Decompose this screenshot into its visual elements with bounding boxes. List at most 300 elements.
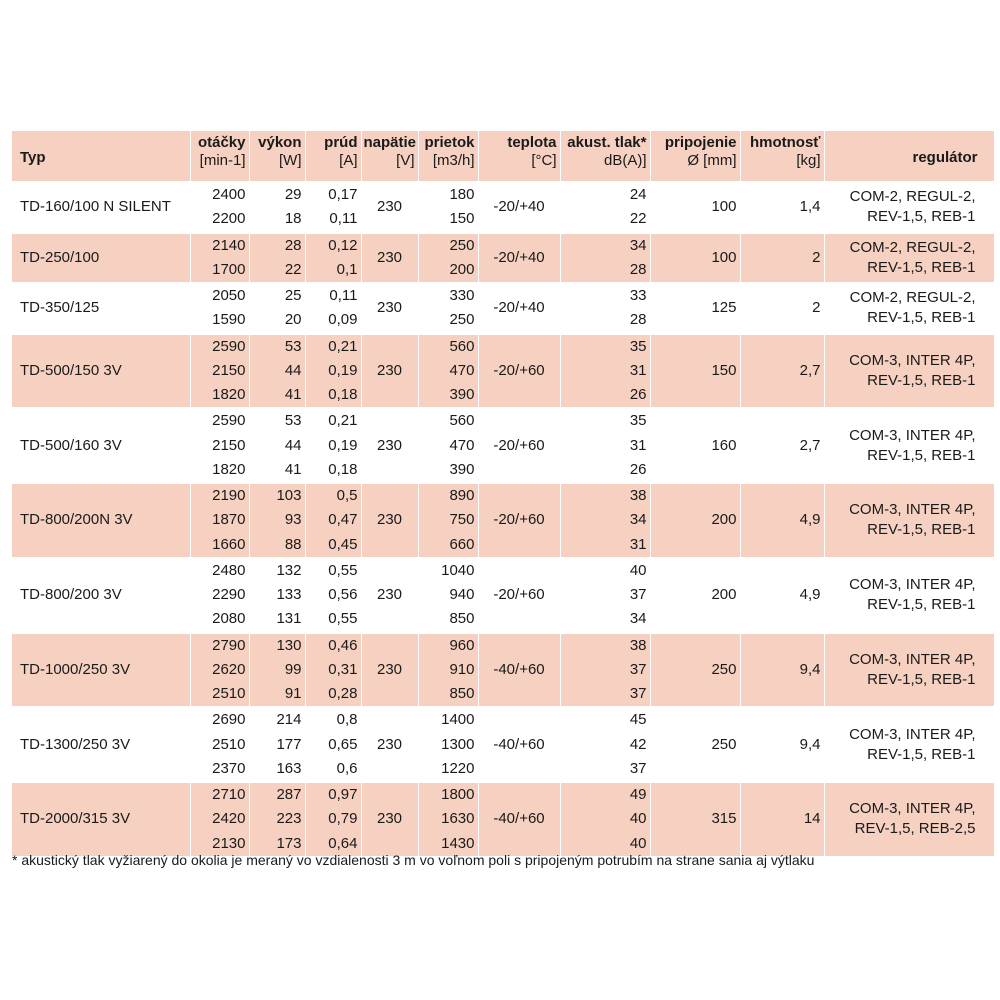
cell-vykon-value: 91 <box>284 685 302 702</box>
cell-vykon-value: 177 <box>276 735 302 753</box>
table-row <box>12 483 994 558</box>
cell-prud-value: 0,5 <box>336 487 358 504</box>
cell-prietok-value: 390 <box>449 460 475 478</box>
cell-pripojenie: 200 <box>650 558 740 633</box>
cell-akust-value: 37 <box>629 586 647 603</box>
cell-prud <box>305 182 361 233</box>
header-prietok <box>418 131 478 182</box>
cell-regulator-line: REV-1,5, REB-1 <box>867 309 976 327</box>
cell-regulator <box>824 233 994 284</box>
cell-akust-value: 22 <box>629 210 647 228</box>
cell-pripojenie: 200 <box>650 483 740 558</box>
cell-teplota: -20/+40 <box>478 233 560 284</box>
cell-akust-value: 38 <box>629 487 647 504</box>
cell-teplota: -40/+60 <box>478 633 560 708</box>
cell-akust-value: 38 <box>629 636 647 654</box>
cell-vykon <box>249 707 305 782</box>
table-row <box>12 707 994 782</box>
cell-prud-value: 0,12 <box>328 236 358 254</box>
cell-vykon <box>249 408 305 483</box>
cell-akust-value: 26 <box>629 460 647 478</box>
cell-hmotnost: 4,9 <box>740 483 824 558</box>
cell-prietok <box>418 283 478 334</box>
cell-akust-value: 35 <box>629 337 647 355</box>
cell-otacky <box>190 233 249 284</box>
cell-napatie: 230 <box>361 334 418 409</box>
cell-regulator-line: REV-1,5, REB-1 <box>867 596 976 614</box>
cell-pripojenie: 100 <box>650 233 740 284</box>
table-row <box>12 283 994 334</box>
header-regulator: regulátor <box>824 131 994 182</box>
cell-prud-value: 0,31 <box>328 660 358 678</box>
cell-prietok <box>418 408 478 483</box>
cell-prud-value: 0,64 <box>328 834 358 852</box>
cell-regulator <box>824 334 994 409</box>
cell-typ: TD-500/150 3V <box>12 334 190 409</box>
cell-regulator-line: REV-1,5, REB-1 <box>867 258 976 276</box>
cell-prud-value: 0,19 <box>328 361 358 379</box>
cell-otacky-value: 1700 <box>212 260 246 278</box>
cell-otacky-value: 2480 <box>212 561 246 579</box>
cell-otacky-value: 2710 <box>212 786 246 803</box>
cell-otacky-value: 2590 <box>212 337 246 355</box>
header-hmotnost-unit: [kg] <box>796 152 821 169</box>
cell-prud-value: 0,21 <box>328 412 358 430</box>
header-otacky-label: otáčky <box>197 134 246 151</box>
header-akust-label: akust. tlak* <box>567 134 647 151</box>
cell-akust <box>560 483 650 558</box>
cell-prud-value: 0,79 <box>328 810 358 828</box>
cell-otacky-value: 2790 <box>212 636 246 654</box>
cell-otacky-value: 1660 <box>212 535 246 553</box>
cell-regulator-line: REV-1,5, REB-1 <box>867 521 976 539</box>
header-akust <box>560 131 650 182</box>
cell-prietok-value: 1220 <box>441 759 475 777</box>
cell-pripojenie: 100 <box>650 182 740 233</box>
cell-regulator <box>824 483 994 558</box>
cell-regulator-line: COM-3, INTER 4P, <box>849 576 976 594</box>
cell-vykon-value: 22 <box>284 260 302 278</box>
cell-vykon-value: 41 <box>284 460 302 478</box>
cell-otacky-value: 2200 <box>212 210 246 228</box>
cell-prud <box>305 707 361 782</box>
cell-prud-value: 0,11 <box>329 210 358 228</box>
cell-prietok-value: 390 <box>449 386 475 403</box>
cell-akust-value: 26 <box>629 386 647 403</box>
cell-prietok-value: 910 <box>449 660 475 678</box>
cell-prietok <box>418 182 478 233</box>
cell-akust <box>560 782 650 857</box>
cell-otacky <box>190 408 249 483</box>
cell-prud <box>305 483 361 558</box>
cell-akust-value: 37 <box>629 759 647 777</box>
cell-hmotnost: 1,4 <box>740 182 824 233</box>
cell-teplota: -20/+40 <box>478 182 560 233</box>
table-row <box>12 633 994 708</box>
cell-hmotnost: 2 <box>740 283 824 334</box>
cell-akust-value: 40 <box>629 810 647 828</box>
cell-teplota: -20/+60 <box>478 334 560 409</box>
cell-teplota: -40/+60 <box>478 782 560 857</box>
cell-akust <box>560 408 650 483</box>
cell-prud <box>305 334 361 409</box>
cell-regulator-line: COM-2, REGUL-2, <box>849 188 976 206</box>
cell-prud-value: 0,65 <box>328 735 358 753</box>
cell-vykon <box>249 233 305 284</box>
cell-vykon-value: 133 <box>276 586 302 603</box>
cell-prud-value: 0,11 <box>329 287 358 304</box>
cell-prietok-value: 940 <box>449 586 475 603</box>
cell-vykon <box>249 283 305 334</box>
cell-regulator-line: COM-2, REGUL-2, <box>849 289 976 307</box>
cell-akust <box>560 707 650 782</box>
cell-prud-value: 0,8 <box>336 711 358 729</box>
cell-vykon-value: 93 <box>284 511 302 529</box>
cell-vykon-value: 20 <box>284 311 302 329</box>
cell-vykon-value: 44 <box>284 361 302 379</box>
cell-akust-value: 35 <box>629 412 647 430</box>
cell-hmotnost: 4,9 <box>740 558 824 633</box>
table-row <box>12 558 994 633</box>
cell-prietok-value: 200 <box>449 260 475 278</box>
cell-regulator <box>824 558 994 633</box>
header-teplota <box>478 131 560 182</box>
cell-akust <box>560 182 650 233</box>
cell-prud <box>305 782 361 857</box>
header-napatie <box>361 131 418 182</box>
cell-otacky-value: 2620 <box>212 660 246 678</box>
cell-akust-value: 37 <box>629 685 647 702</box>
spec-table <box>12 131 995 858</box>
cell-akust <box>560 558 650 633</box>
cell-prietok <box>418 782 478 857</box>
cell-akust-value: 24 <box>629 186 647 203</box>
cell-prietok-value: 560 <box>449 337 475 355</box>
cell-regulator-line: REV-1,5, REB-1 <box>867 371 976 389</box>
cell-hmotnost: 2 <box>740 233 824 284</box>
header-prietok-unit: [m3/h] <box>432 152 475 169</box>
header-akust-unit: dB(A)] <box>603 152 647 169</box>
cell-akust-value: 49 <box>629 786 647 803</box>
cell-prud-value: 0,56 <box>328 586 358 603</box>
cell-napatie: 230 <box>361 283 418 334</box>
cell-otacky-value: 2190 <box>212 487 246 504</box>
cell-akust-value: 40 <box>629 834 647 852</box>
cell-napatie: 230 <box>361 182 418 233</box>
cell-vykon-value: 53 <box>284 412 302 430</box>
cell-regulator <box>824 707 994 782</box>
cell-vykon-value: 103 <box>276 487 302 504</box>
cell-otacky-value: 1590 <box>212 311 246 329</box>
cell-teplota: -40/+60 <box>478 707 560 782</box>
cell-typ: TD-800/200 3V <box>12 558 190 633</box>
cell-typ: TD-1000/250 3V <box>12 633 190 708</box>
cell-regulator-line: REV-1,5, REB-1 <box>867 745 976 763</box>
cell-hmotnost: 9,4 <box>740 707 824 782</box>
cell-prud-value: 0,6 <box>336 759 358 777</box>
cell-prietok-value: 750 <box>449 511 475 529</box>
header-otacky-unit: [min-1] <box>199 152 246 169</box>
cell-akust-value: 31 <box>629 361 647 379</box>
cell-akust-value: 34 <box>629 236 647 254</box>
cell-akust-value: 34 <box>629 610 647 628</box>
cell-vykon-value: 223 <box>276 810 302 828</box>
cell-prud-value: 0,18 <box>328 460 358 478</box>
cell-vykon-value: 28 <box>284 236 302 254</box>
cell-teplota: -20/+60 <box>478 408 560 483</box>
cell-prud-value: 0,17 <box>328 186 358 203</box>
cell-prietok-value: 850 <box>449 685 475 702</box>
cell-prietok-value: 150 <box>449 210 475 228</box>
cell-napatie: 230 <box>361 408 418 483</box>
cell-regulator <box>824 182 994 233</box>
cell-teplota: -20/+60 <box>478 483 560 558</box>
cell-prud-value: 0,18 <box>328 386 358 403</box>
cell-typ: TD-250/100 <box>12 233 190 284</box>
header-vykon-label: výkon <box>258 134 302 151</box>
header-prud-unit: [A] <box>339 152 358 169</box>
cell-prietok-value: 1430 <box>441 834 475 852</box>
cell-prietok <box>418 707 478 782</box>
cell-regulator-line: COM-3, INTER 4P, <box>849 351 976 369</box>
table-row <box>12 334 994 409</box>
cell-napatie: 230 <box>361 233 418 284</box>
cell-otacky-value: 2150 <box>212 361 246 379</box>
cell-akust <box>560 334 650 409</box>
cell-prud-value: 0,45 <box>328 535 358 553</box>
cell-otacky-value: 1820 <box>212 386 246 403</box>
cell-napatie: 230 <box>361 707 418 782</box>
cell-otacky-value: 2140 <box>212 236 246 254</box>
cell-otacky <box>190 182 249 233</box>
cell-napatie: 230 <box>361 483 418 558</box>
cell-vykon-value: 41 <box>284 386 302 403</box>
cell-prietok <box>418 633 478 708</box>
cell-vykon-value: 130 <box>276 636 302 654</box>
cell-otacky <box>190 707 249 782</box>
header-prud-label: prúd <box>324 134 358 151</box>
cell-akust <box>560 283 650 334</box>
cell-pripojenie: 150 <box>650 334 740 409</box>
cell-otacky-value: 2690 <box>212 711 246 729</box>
cell-prietok-value: 1630 <box>441 810 475 828</box>
cell-otacky-value: 1870 <box>212 511 246 529</box>
cell-vykon-value: 132 <box>276 561 302 579</box>
cell-akust-value: 33 <box>629 287 647 304</box>
cell-pripojenie: 250 <box>650 707 740 782</box>
cell-otacky-value: 2370 <box>212 759 246 777</box>
cell-prud <box>305 633 361 708</box>
cell-vykon-value: 287 <box>276 786 302 803</box>
cell-prud-value: 0,28 <box>328 685 358 702</box>
cell-vykon <box>249 182 305 233</box>
cell-vykon <box>249 334 305 409</box>
cell-vykon <box>249 782 305 857</box>
cell-typ: TD-800/200N 3V <box>12 483 190 558</box>
cell-regulator-line: REV-1,5, REB-1 <box>867 208 976 226</box>
header-otacky <box>190 131 249 182</box>
cell-prud-value: 0,19 <box>328 436 358 454</box>
cell-prietok-value: 1800 <box>441 786 475 803</box>
header-napatie-unit: [V] <box>396 152 415 169</box>
cell-pripojenie: 250 <box>650 633 740 708</box>
cell-vykon-value: 25 <box>284 287 302 304</box>
cell-prietok-value: 330 <box>449 287 475 304</box>
cell-prietok <box>418 334 478 409</box>
cell-akust-value: 34 <box>629 511 647 529</box>
cell-prietok-value: 250 <box>449 236 475 254</box>
cell-otacky-value: 2510 <box>212 685 246 702</box>
cell-otacky-value: 2400 <box>212 186 246 203</box>
header-typ: Typ <box>12 131 190 182</box>
cell-prietok-value: 660 <box>449 535 475 553</box>
cell-prud-value: 0,21 <box>328 337 358 355</box>
cell-prud-value: 0,55 <box>328 610 358 628</box>
header-vykon <box>249 131 305 182</box>
cell-vykon-value: 29 <box>284 186 302 203</box>
header-prietok-label: prietok <box>424 134 475 151</box>
cell-prietok-value: 1040 <box>441 561 475 579</box>
cell-vykon <box>249 558 305 633</box>
cell-akust-value: 37 <box>629 660 647 678</box>
cell-otacky <box>190 283 249 334</box>
cell-pripojenie: 315 <box>650 782 740 857</box>
cell-otacky-value: 2590 <box>212 412 246 430</box>
cell-pripojenie: 160 <box>650 408 740 483</box>
cell-typ: TD-500/160 3V <box>12 408 190 483</box>
cell-vykon-value: 53 <box>284 337 302 355</box>
cell-prietok-value: 250 <box>449 311 475 329</box>
table-row <box>12 233 994 284</box>
cell-akust-value: 31 <box>629 535 647 553</box>
cell-otacky <box>190 334 249 409</box>
cell-vykon-value: 18 <box>284 210 302 228</box>
header-pripojenie-unit: Ø [mm] <box>687 152 737 169</box>
cell-prud <box>305 233 361 284</box>
cell-prud-value: 0,1 <box>336 260 358 278</box>
cell-regulator-line: REV-1,5, REB-1 <box>867 446 976 464</box>
cell-prud <box>305 283 361 334</box>
cell-vykon <box>249 483 305 558</box>
table-row <box>12 408 994 483</box>
cell-akust-value: 28 <box>629 260 647 278</box>
cell-otacky <box>190 558 249 633</box>
cell-hmotnost: 2,7 <box>740 408 824 483</box>
cell-otacky <box>190 483 249 558</box>
header-prud <box>305 131 361 182</box>
header-vykon-unit: [W] <box>279 152 302 169</box>
cell-akust-value: 45 <box>629 711 647 729</box>
cell-prud-value: 0,55 <box>328 561 358 579</box>
cell-vykon-value: 88 <box>284 535 302 553</box>
cell-prud-value: 0,09 <box>328 311 358 329</box>
header-hmotnost <box>740 131 824 182</box>
cell-akust-value: 42 <box>629 735 647 753</box>
cell-otacky-value: 2050 <box>212 287 246 304</box>
cell-regulator-line: COM-2, REGUL-2, <box>849 238 976 256</box>
header-teplota-label: teplota <box>507 134 557 151</box>
cell-otacky-value: 2510 <box>212 735 246 753</box>
cell-prietok-value: 1400 <box>441 711 475 729</box>
cell-vykon <box>249 633 305 708</box>
cell-regulator-line: COM-3, INTER 4P, <box>849 725 976 743</box>
header-napatie-label: napätie <box>363 134 417 151</box>
cell-vykon-value: 44 <box>284 436 302 454</box>
cell-vykon-value: 214 <box>276 711 302 729</box>
cell-typ: TD-160/100 N SILENT <box>12 182 190 233</box>
cell-prud <box>305 408 361 483</box>
cell-regulator-line: COM-3, INTER 4P, <box>849 426 976 444</box>
header-pripojenie <box>650 131 740 182</box>
cell-regulator <box>824 408 994 483</box>
cell-prietok-value: 470 <box>449 361 475 379</box>
cell-akust-value: 31 <box>629 436 647 454</box>
cell-prietok-value: 180 <box>449 186 475 203</box>
cell-prietok <box>418 483 478 558</box>
cell-otacky-value: 2420 <box>212 810 246 828</box>
cell-otacky-value: 2130 <box>212 834 246 852</box>
cell-prud-value: 0,47 <box>328 511 358 529</box>
cell-prietok-value: 1300 <box>441 735 475 753</box>
cell-regulator-line: COM-3, INTER 4P, <box>849 650 976 668</box>
cell-regulator-line: REV-1,5, REB-1 <box>867 670 976 688</box>
cell-regulator <box>824 782 994 857</box>
cell-pripojenie: 125 <box>650 283 740 334</box>
cell-typ: TD-350/125 <box>12 283 190 334</box>
header-hmotnost-label: hmotnosť <box>749 134 821 151</box>
cell-vykon-value: 99 <box>284 660 302 678</box>
cell-prud <box>305 558 361 633</box>
cell-prietok-value: 560 <box>449 412 475 430</box>
cell-prietok-value: 960 <box>449 636 475 654</box>
cell-otacky-value: 2290 <box>212 586 246 603</box>
cell-regulator-line: REV-1,5, REB-2,5 <box>854 820 976 838</box>
table-body <box>12 182 994 857</box>
cell-akust <box>560 233 650 284</box>
cell-otacky <box>190 782 249 857</box>
header-row <box>12 131 994 182</box>
table-row <box>12 182 994 233</box>
cell-hmotnost: 14 <box>740 782 824 857</box>
cell-akust-value: 28 <box>629 311 647 329</box>
cell-typ: TD-2000/315 3V <box>12 782 190 857</box>
cell-hmotnost: 2,7 <box>740 334 824 409</box>
cell-akust <box>560 633 650 708</box>
cell-vykon-value: 163 <box>276 759 302 777</box>
cell-otacky-value: 1820 <box>212 460 246 478</box>
cell-prud-value: 0,46 <box>328 636 358 654</box>
cell-napatie: 230 <box>361 782 418 857</box>
cell-vykon-value: 131 <box>276 610 302 628</box>
cell-hmotnost: 9,4 <box>740 633 824 708</box>
cell-otacky-value: 2080 <box>212 610 246 628</box>
cell-prietok-value: 850 <box>449 610 475 628</box>
cell-typ: TD-1300/250 3V <box>12 707 190 782</box>
cell-akust-value: 40 <box>629 561 647 579</box>
cell-regulator-line: COM-3, INTER 4P, <box>849 800 976 818</box>
cell-prietok-value: 470 <box>449 436 475 454</box>
cell-prietok <box>418 233 478 284</box>
cell-regulator-line: COM-3, INTER 4P, <box>849 501 976 519</box>
table-row <box>12 782 994 857</box>
header-pripojenie-label: pripojenie <box>664 134 737 151</box>
cell-teplota: -20/+60 <box>478 558 560 633</box>
cell-regulator <box>824 633 994 708</box>
cell-otacky-value: 2150 <box>212 436 246 454</box>
cell-prietok <box>418 558 478 633</box>
cell-napatie: 230 <box>361 558 418 633</box>
cell-regulator <box>824 283 994 334</box>
